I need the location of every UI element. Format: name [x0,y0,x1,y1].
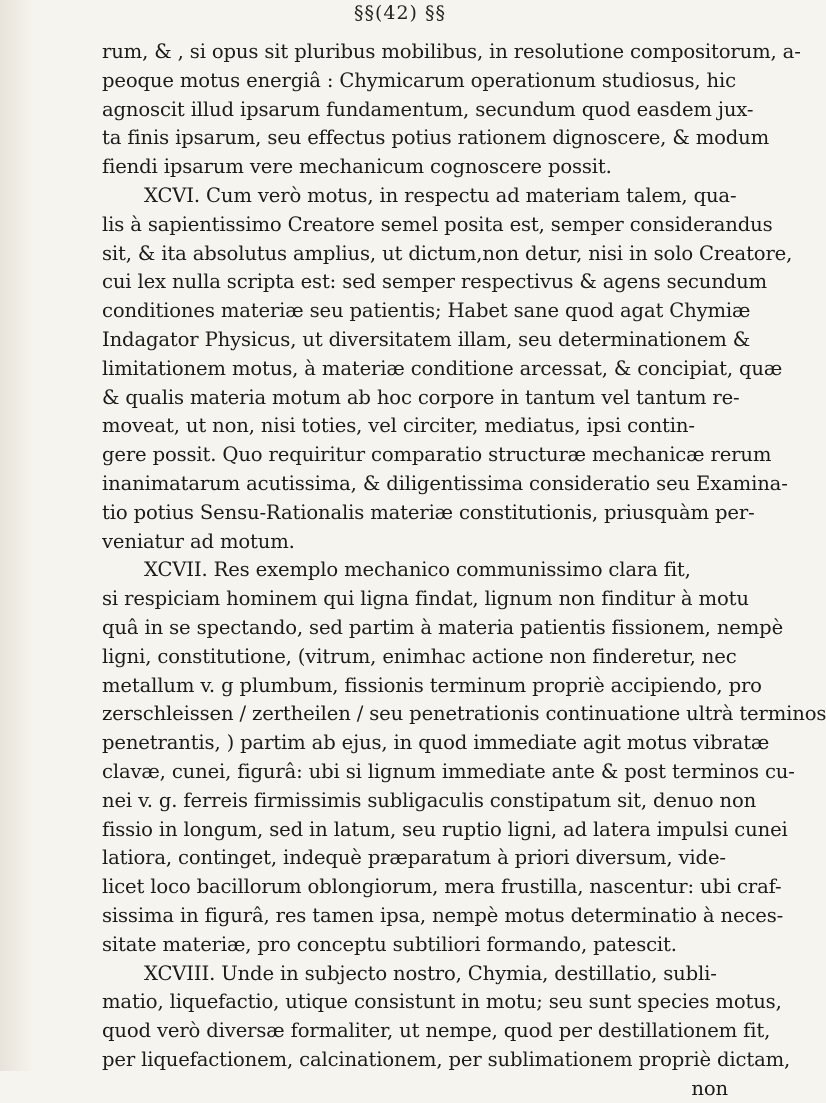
text-line: sitate materiæ, pro conceptu subtiliori formando, patescit. [102,932,677,956]
text-line: clavæ, cunei, figurâ: ubi si lignum immediate ante & post terminos cu- [102,759,795,783]
text-line: conditiones materiæ seu patientis; Habet sane quod agat Chymiæ [102,299,751,323]
text-line: zerschleissen / zertheilen / seu penetrationis continuatione ultrà terminos [102,702,826,726]
text-line: peoque motus energiâ : Chymicarum operationum studiosus, hic [102,68,736,92]
text-line: limitationem motus, à materiæ conditione arcessat, & concipiat, quæ [102,356,783,380]
text-line: si respiciam hominem qui ligna findat, lignum non finditur à motu [102,587,749,611]
text-line: & qualis materia motum ab hoc corpore in tantum vel tantum re- [102,385,740,409]
text-line: agnoscit illud ipsarum fundamentum, secundum quod easdem jux- [102,97,754,121]
text-line: veniatur ad motum. [102,529,295,553]
binding-shadow [0,0,34,1071]
text-line: gere possit. Quo requiritur comparatio structuræ mechanicæ rerum [102,443,772,467]
text-line: metallum v. g plumbum, fissionis terminum propriè accipiendo, pro [102,673,762,697]
text-line: fiendi ipsarum vere mechanicum cognoscere possit. [102,155,612,179]
section-heading-xcvi: XCVI. Cum verò motus, in respectu ad materiam talem, qua- [144,183,737,207]
page-number: §§(42) §§ [353,2,447,24]
text-line: tio potius Sensu-Rationalis materiæ constitutionis, priusquàm per- [102,500,755,524]
text-line: matio, liquefactio, utique consistunt in motu; seu sunt species motus, [102,990,782,1014]
text-line: quâ in se spectando, sed partim à materia patientis fissionem, nempè [102,615,784,639]
text-line: quod verò diversæ formaliter, ut nempe, quod per destillationem fit, [102,1019,771,1043]
text-line: latiora, continget, indequè præparatum à priori diversum, vide- [102,846,726,870]
text-line: ligni, constitutione, (vitrum, enimhac actione non finderetur, nec [102,644,737,668]
text-line: licet loco bacillorum oblongiorum, mera frustilla, nascentur: ubi craf- [102,875,782,899]
body-text [102,38,826,1103]
text-line: sit, & ita absolutus amplius, ut dictum,non detur, nisi in solo Creatore, [102,241,793,265]
text-line: Indagator Physicus, ut diversitatem illam, seu determinationem & [102,327,751,351]
text-line: fissio in longum, sed in latum, seu ruptio ligni, ad latera impulsi cunei [102,817,788,841]
text-line: nei v. g. ferreis firmissimis subligaculis constipatum sit, denuo non [102,788,757,812]
text-line: inanimatarum acutissima, & diligentissima consideratio seu Examina- [102,471,788,495]
section-heading-xcviii: XCVIII. Unde in subjecto nostro, Chymia, destillatio, subli- [144,961,717,985]
text-line: sissima in figurâ, res tamen ipsa, nempè motus determinatio à neces- [102,903,784,927]
text-line: rum, & , si opus sit pluribus mobilibus, in resolutione compositorum, a- [102,40,801,63]
text-line: cui lex nulla scripta est: sed semper respectivus & agens secundum [102,270,767,294]
text-line: per liquefactionem, calcinationem, per sublimationem propriè dictam, [102,1047,791,1071]
text-line: ta finis ipsarum, seu effectus potius rationem dignoscere, & modum [102,126,770,150]
text-line: moveat, ut non, nisi toties, vel circiter, mediatus, ipsi contin- [102,414,695,438]
text-line: lis à sapientissimo Creatore semel posita est, semper considerandus [102,212,773,236]
section-heading-xcvii: XCVII. Res exemplo mechanico communissimo clara fit, [144,558,691,582]
text-line: penetrantis, ) partim ab ejus, in quod immediate agit motus vibratæ [102,731,770,755]
catchword: non [691,1076,728,1100]
